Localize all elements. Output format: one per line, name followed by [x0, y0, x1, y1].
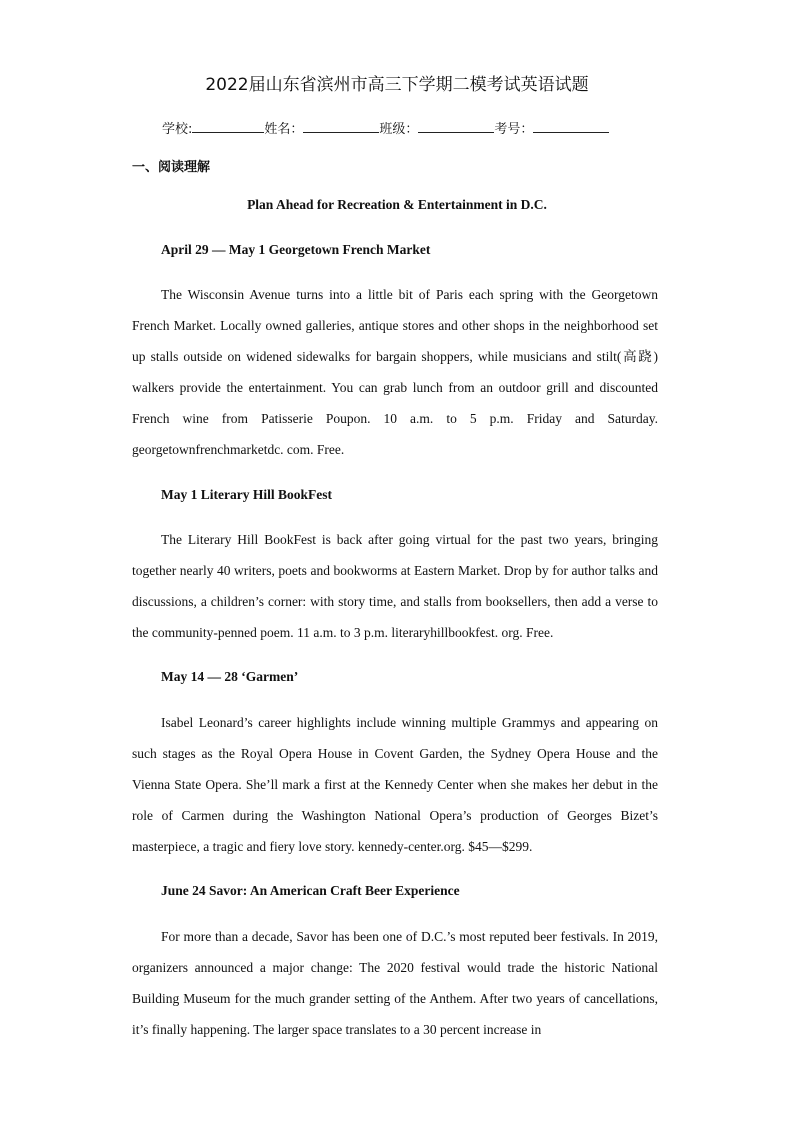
article-title: Plan Ahead for Recreation & Entertainment in D.C.: [247, 197, 547, 212]
event-heading-2: May 1 Literary Hill BookFest: [161, 487, 332, 502]
event-text-3: Isabel Leonard’s career highlights include winning multiple Grammys and appearing on such stages as the Royal Opera House in Covent Garden, the Sydney Opera House and the Vienna State Opera. She’ll mark a first at the Kennedy Center when she makes her debut in the role of Carmen during the Washington National Opera’s production of Georges Bizet’s masterpiece, a tragic and fiery love story. kennedy-center.org. $45—$299.: [132, 715, 658, 854]
event-text-1: The Wisconsin Avenue turns into a little bit of Paris each spring with the Georgetown French Market. Locally owned galleries, antique stores and other shops in the neighborhood set up stalls outside on widened sidewalks for bargain shoppers, while musicians and stilt(高跷) walkers provide the entertainment. You can grab lunch from an outdoor grill and discounted French wine from Patisserie Poupon. 10 a.m. to 5 p.m. Friday and Saturday. georgetownfrenchmarketdc. com. Free.: [132, 287, 658, 457]
event-heading-4: June 24 Savor: An American Craft Beer Experience: [161, 883, 460, 898]
number-label: 考号：: [494, 122, 534, 137]
event-heading-3: May 14 — 28 ‘Garmen’: [161, 669, 299, 684]
section-heading: 一、阅读理解: [132, 160, 211, 175]
event-text-4: For more than a decade, Savor has been one of D.C.’s most reputed beer festivals. In 2019, organizers announced a major change: The 2020 festival would trade the historic National Building Museum for the much grander setting of the Anthem. After two years of cancellations, it’s finally happening. The larger space translates to a 30 percent increase in: [132, 929, 658, 1037]
class-blank[interactable]: [418, 119, 494, 133]
name-label: 姓名：: [264, 122, 304, 137]
exam-title: 2022届山东省滨州市高三下学期二模考试英语试题: [205, 75, 589, 95]
school-blank[interactable]: [192, 119, 264, 133]
school-label: 学校:: [162, 122, 193, 137]
event-heading-1: April 29 — May 1 Georgetown French Market: [161, 242, 431, 257]
event-text-2: The Literary Hill BookFest is back after going virtual for the past two years, bringing together nearly 40 writers, poets and bookworms at Eastern Market. Drop by for author talks and discussions, a children’s corner: with story time, and stalls from booksellers, then add a verse to the community-penned poem. 11 a.m. to 3 p.m. literaryhillbookfest. org. Free.: [132, 532, 658, 640]
student-info-line: [162, 118, 609, 137]
number-blank[interactable]: [533, 119, 609, 133]
class-label: 班级：: [379, 122, 419, 137]
name-blank[interactable]: [303, 119, 379, 133]
